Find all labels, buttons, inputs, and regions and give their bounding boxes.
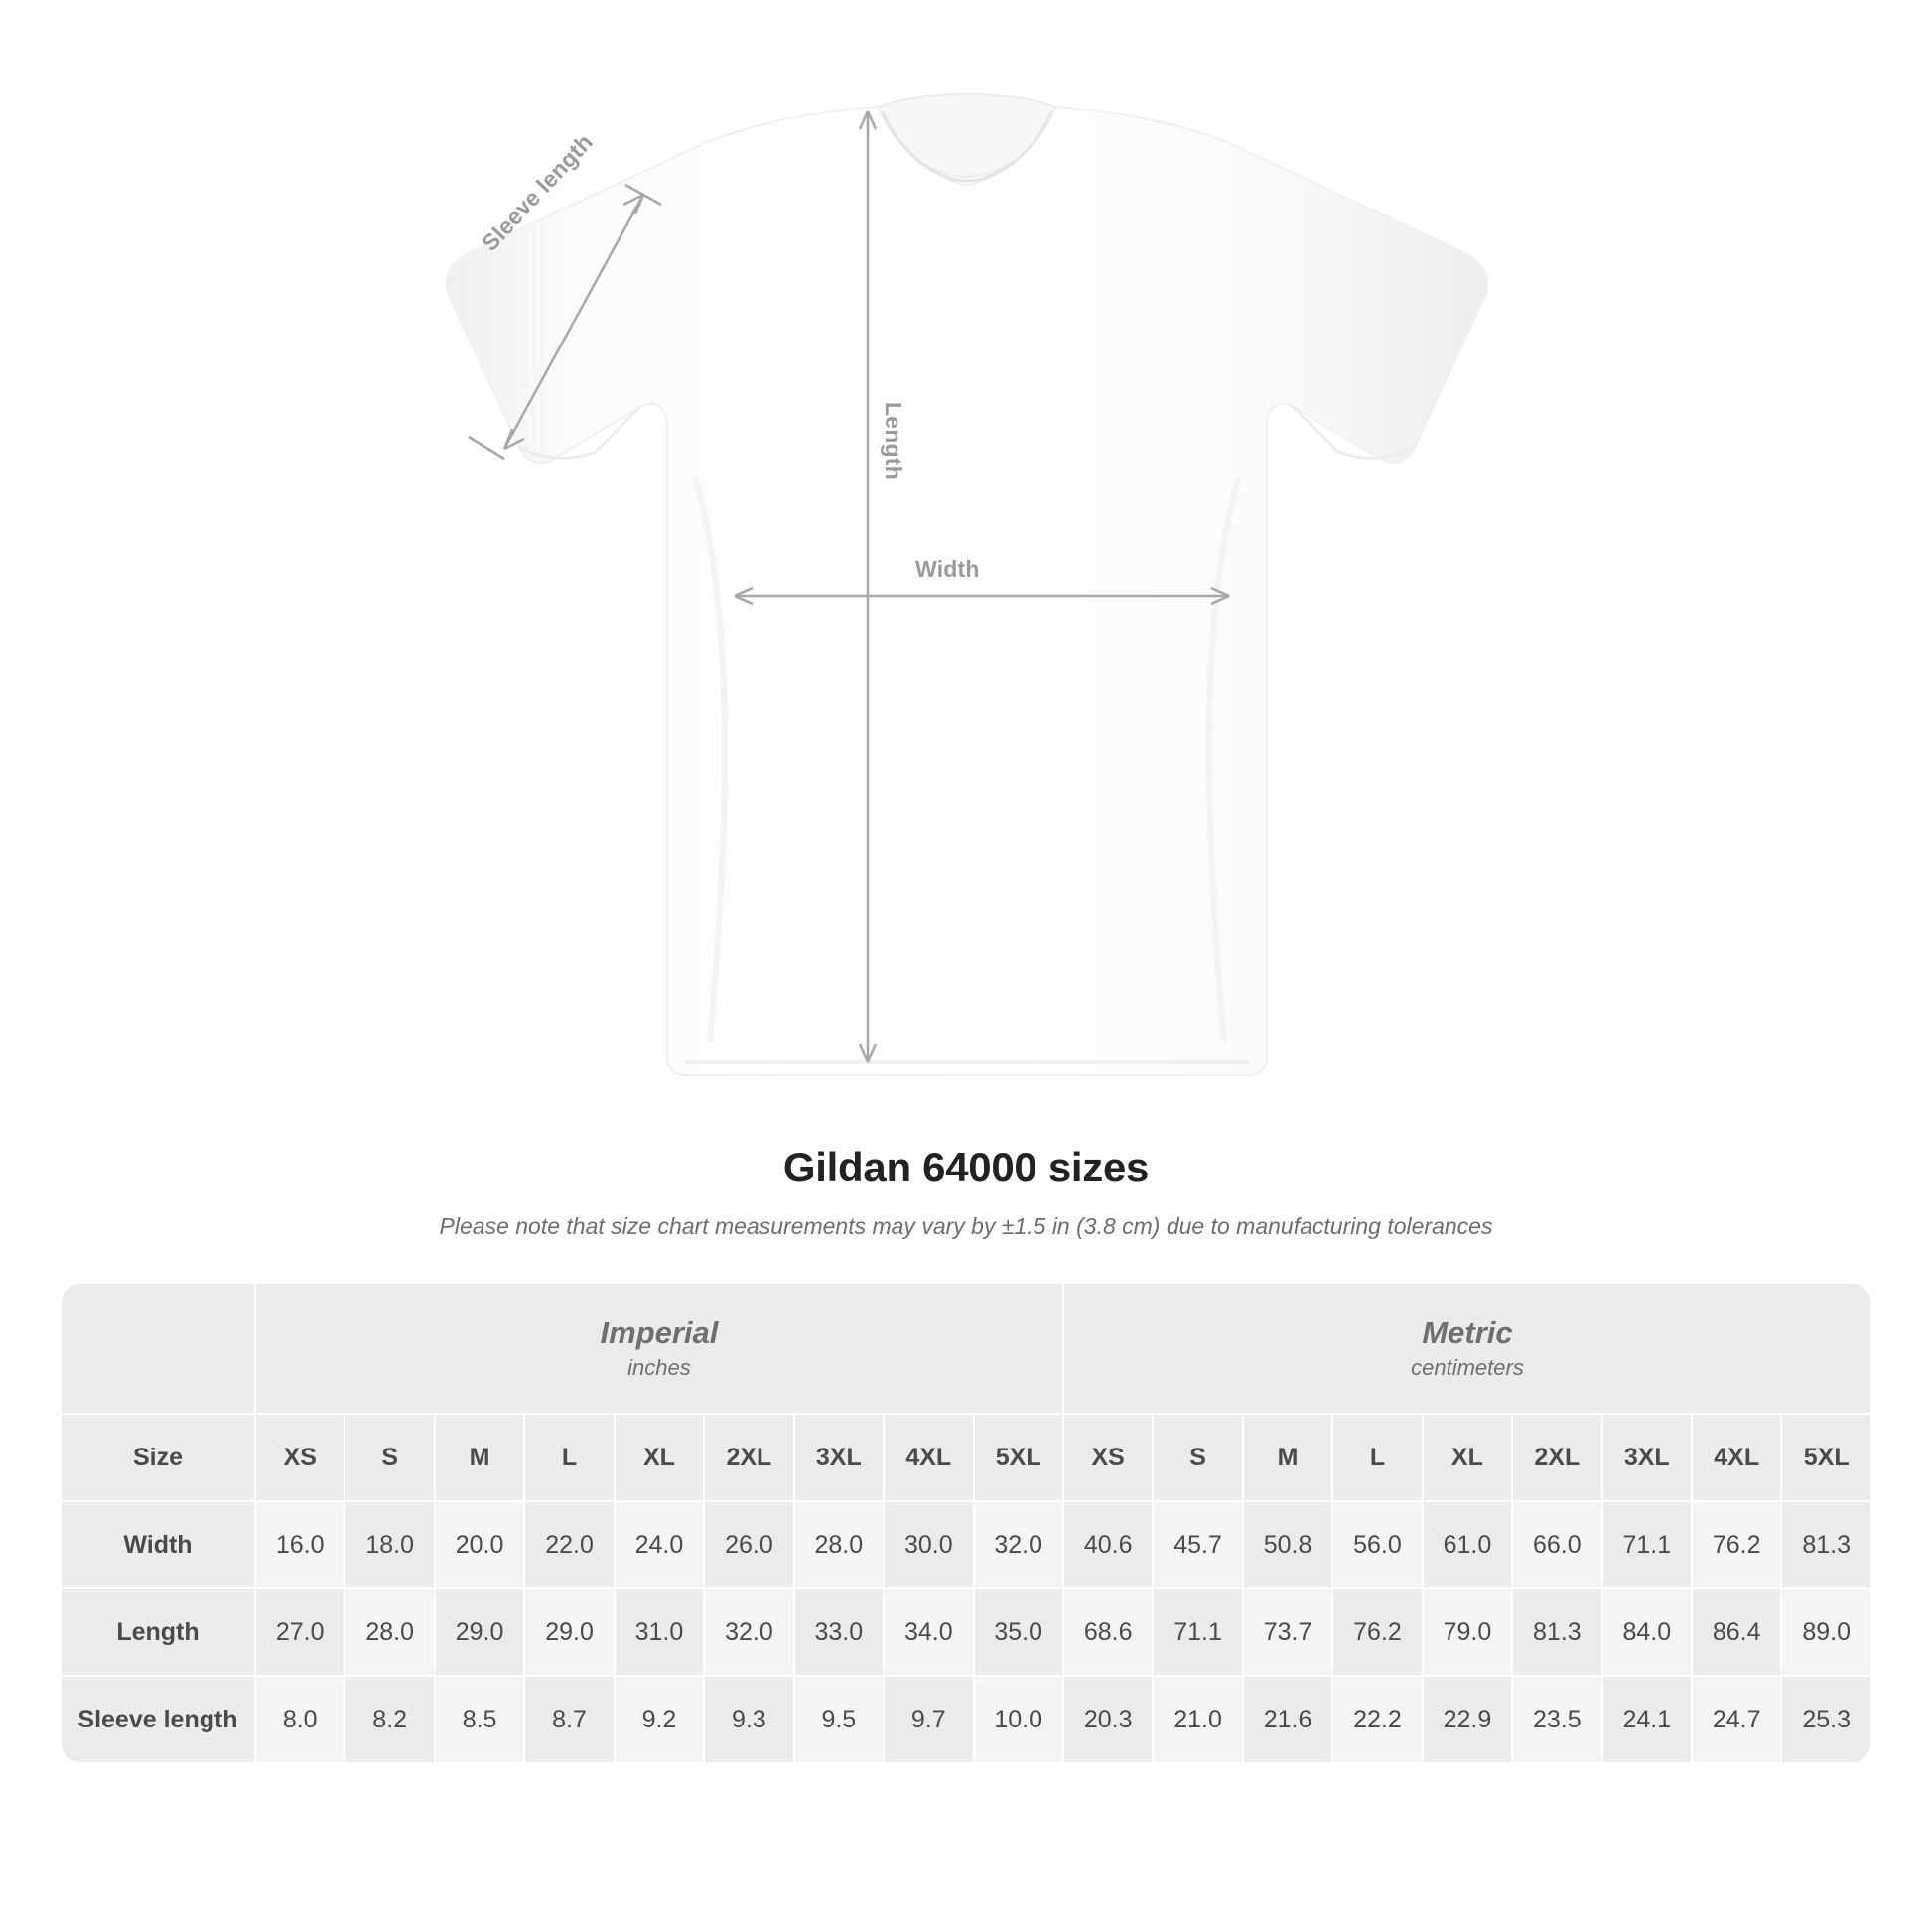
size-header-cell: 5XL [974, 1414, 1063, 1501]
unit-header-row [61, 1283, 1871, 1414]
size-header-cell: XL [1423, 1414, 1512, 1501]
size-header-cell: M [1243, 1414, 1332, 1501]
row-header-sleeve-length: Sleeve length [61, 1676, 255, 1763]
table-cell: 8.7 [524, 1676, 614, 1763]
table-cell: 28.0 [794, 1501, 884, 1588]
table-cell: 22.2 [1332, 1676, 1422, 1763]
table-cell: 27.0 [255, 1588, 345, 1676]
table-cell: 81.3 [1512, 1588, 1601, 1676]
table-cell: 9.5 [794, 1676, 884, 1763]
table-cell: 26.0 [704, 1501, 793, 1588]
size-header-cell: L [524, 1414, 614, 1501]
table-cell: 32.0 [974, 1501, 1063, 1588]
size-header-cell: XS [255, 1414, 345, 1501]
table-cell: 24.1 [1602, 1676, 1692, 1763]
size-header-cell: XL [615, 1414, 704, 1501]
table-corner-cell [61, 1283, 255, 1414]
unit-group-imperial-name: Imperial [600, 1314, 719, 1350]
table-cell: 56.0 [1332, 1501, 1422, 1588]
table-cell: 73.7 [1243, 1588, 1332, 1676]
table-cell: 21.6 [1243, 1676, 1332, 1763]
size-header-cell: S [345, 1414, 434, 1501]
table-cell: 8.2 [345, 1676, 434, 1763]
size-table [60, 1282, 1872, 1764]
unit-group-metric-sub: centimeters [1411, 1354, 1524, 1380]
size-header-cell: L [1332, 1414, 1422, 1501]
table-cell: 28.0 [345, 1588, 434, 1676]
table-cell: 35.0 [974, 1588, 1063, 1676]
size-header-cell: 4XL [1692, 1414, 1781, 1501]
table-cell: 30.0 [884, 1501, 973, 1588]
table-cell: 22.0 [524, 1501, 614, 1588]
title-block [0, 1144, 1932, 1240]
table-row [61, 1501, 1871, 1588]
table-cell: 31.0 [615, 1588, 704, 1676]
table-cell: 9.3 [704, 1676, 793, 1763]
table-cell: 22.9 [1423, 1676, 1512, 1763]
table-row [61, 1588, 1871, 1676]
row-header-size: Size [61, 1414, 255, 1501]
size-table-wrapper [60, 1282, 1872, 1764]
table-cell: 33.0 [794, 1588, 884, 1676]
length-label: Length [881, 402, 906, 480]
page-title: Gildan 64000 sizes [782, 1144, 1150, 1190]
table-cell: 20.0 [435, 1501, 524, 1588]
table-cell: 21.0 [1153, 1676, 1242, 1763]
table-cell: 8.5 [435, 1676, 524, 1763]
table-cell: 68.6 [1063, 1588, 1153, 1676]
table-cell: 20.3 [1063, 1676, 1153, 1763]
table-cell: 8.0 [255, 1676, 345, 1763]
unit-group-imperial-sub: inches [627, 1354, 691, 1380]
table-cell: 9.2 [615, 1676, 704, 1763]
table-cell: 84.0 [1602, 1588, 1692, 1676]
unit-group-metric [1063, 1283, 1871, 1414]
width-label: Width [915, 556, 980, 582]
size-header-cell: 3XL [794, 1414, 884, 1501]
table-cell: 50.8 [1243, 1501, 1332, 1588]
tolerance-note: Please note that size chart measurements may vary by ±1.5 in (3.8 cm) due to manufacturing tolerances [439, 1213, 1493, 1239]
table-cell: 29.0 [435, 1588, 524, 1676]
table-cell: 79.0 [1423, 1588, 1512, 1676]
table-cell: 24.7 [1692, 1676, 1781, 1763]
table-row [61, 1676, 1871, 1763]
table-cell: 61.0 [1423, 1501, 1512, 1588]
table-cell: 81.3 [1781, 1501, 1871, 1588]
table-cell: 10.0 [974, 1676, 1063, 1763]
table-cell: 66.0 [1512, 1501, 1601, 1588]
size-header-cell: S [1153, 1414, 1242, 1501]
size-header-cell: 2XL [704, 1414, 793, 1501]
size-header-cell: 4XL [884, 1414, 973, 1501]
table-cell: 40.6 [1063, 1501, 1153, 1588]
size-header-cell: 3XL [1602, 1414, 1692, 1501]
row-header-width: Width [61, 1501, 255, 1588]
size-header-cell: 5XL [1781, 1414, 1871, 1501]
table-cell: 86.4 [1692, 1588, 1781, 1676]
table-cell: 23.5 [1512, 1676, 1601, 1763]
table-cell: 45.7 [1153, 1501, 1242, 1588]
sleeve-length-label: Sleeve length [477, 128, 598, 256]
table-cell: 76.2 [1692, 1501, 1781, 1588]
tshirt-body [447, 94, 1488, 1075]
table-cell: 34.0 [884, 1588, 973, 1676]
unit-group-imperial [255, 1283, 1063, 1414]
size-header-cell: M [435, 1414, 524, 1501]
unit-group-metric-name: Metric [1422, 1314, 1513, 1350]
size-header-cell: XS [1063, 1414, 1153, 1501]
size-header-cell: 2XL [1512, 1414, 1601, 1501]
table-cell: 76.2 [1332, 1588, 1422, 1676]
table-cell: 71.1 [1153, 1588, 1242, 1676]
size-header-row [61, 1414, 1871, 1501]
table-cell: 71.1 [1602, 1501, 1692, 1588]
table-cell: 24.0 [615, 1501, 704, 1588]
table-cell: 89.0 [1781, 1588, 1871, 1676]
table-cell: 18.0 [345, 1501, 434, 1588]
table-cell: 32.0 [704, 1588, 793, 1676]
table-cell: 29.0 [524, 1588, 614, 1676]
table-cell: 9.7 [884, 1676, 973, 1763]
table-cell: 25.3 [1781, 1676, 1871, 1763]
table-cell: 16.0 [255, 1501, 345, 1588]
row-header-length: Length [61, 1588, 255, 1676]
